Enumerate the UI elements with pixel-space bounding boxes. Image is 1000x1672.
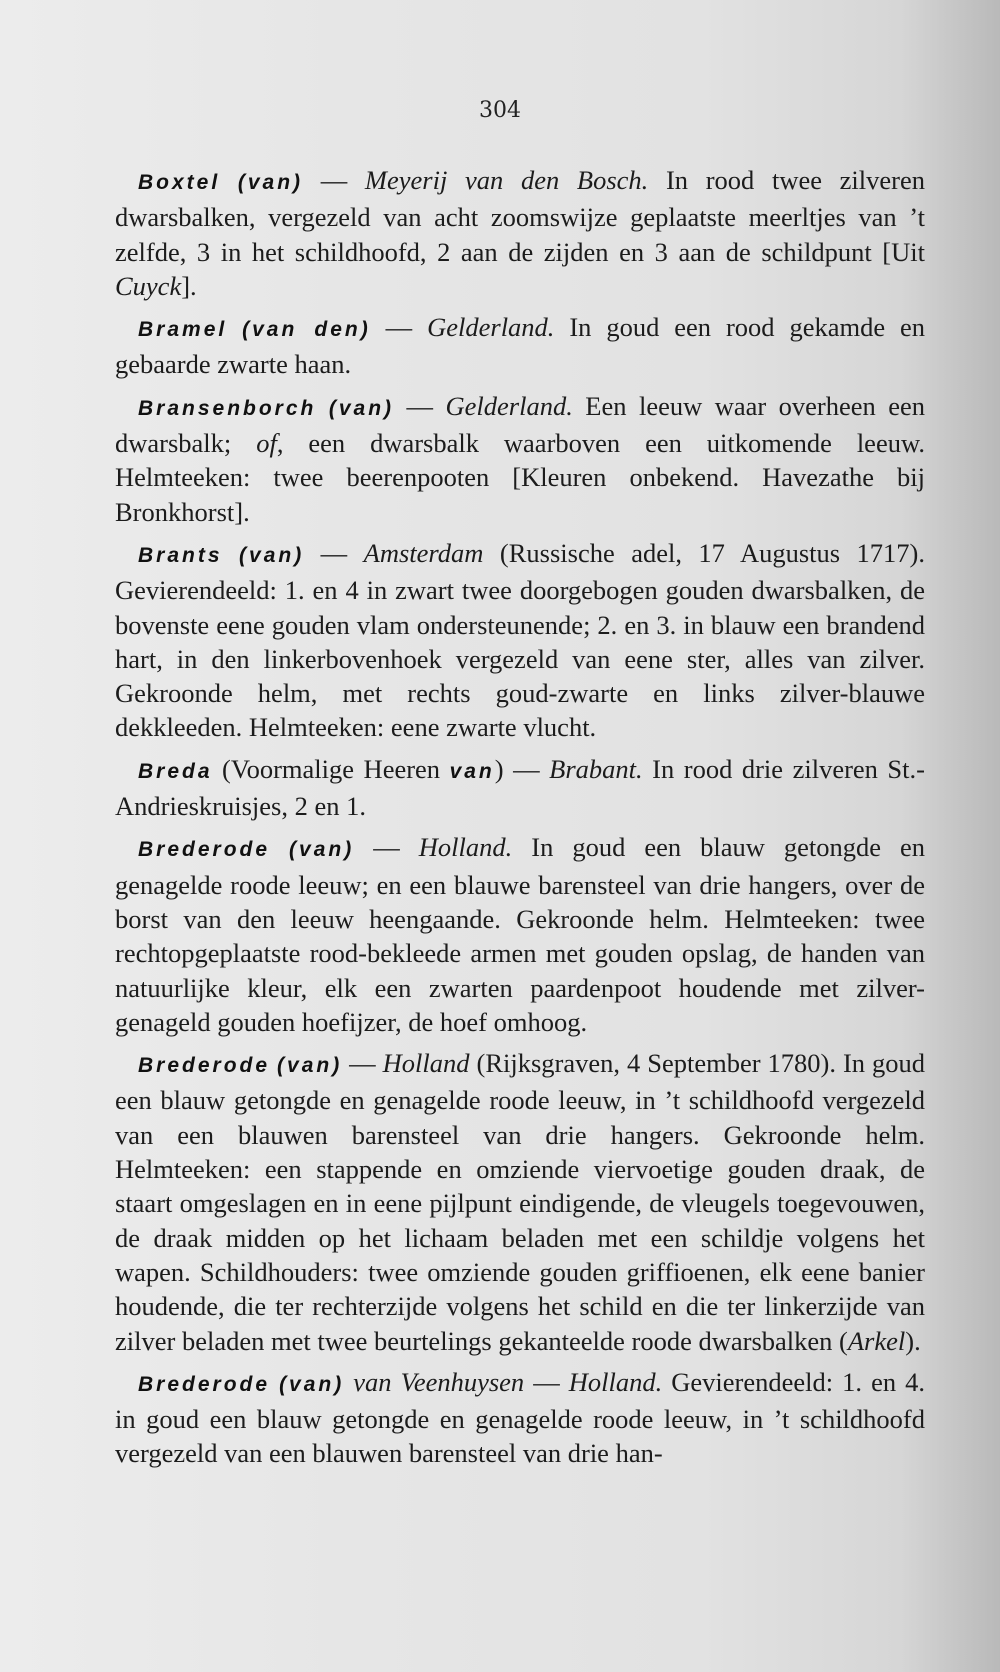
entry-brederode-2: Brederode (van) — Holland (Rijksgraven, 4 September 1780). In goud een blauw getongde en genagelde roode leeuw, in ’t schildhoofd vergezeld van een blauwen barensteel van drie hangers. Gekroonde helm. Helmteeken: een stappende en omziende viervoetige gouden draak, de staart omgeslagen en in eene pijlpunt eindigende, de vleugels toegevouwen, de draak midden op het lichaam beladen met een schildje volgens het wapen. Schildhouders: twee omziende gouden griffioenen, elk eene banier houdende, die ter rechterzijde volgens het schild en die ter linkerzijde van zilver beladen met twee beurtelings gekanteelde roode dwarsbalken (Arkel). bbox=[115, 1048, 925, 1356]
entry-brants: Brants (van) — Amsterdam (Russische adel, 17 Augustus 1717). Gevierendeeld: 1. en 4 in zwart twee doorgebogen gouden dwarsbalken, de bovenste eene gouden vlam ondersteunende; 2. en 3. in blauw een brandend hart, in den linkerbovenhoek vergezeld van eene ster, alles van zilver. Gekroonde helm, met rechts goud-zwarte en links zilver-blauwe dekkleeden. Helmteeken: eene zwarte vlucht. bbox=[115, 537, 926, 743]
entry-name: Brants bbox=[138, 543, 223, 567]
entry-text: In goud een blauw getongde en genagelde roode leeuw; en een blauwe barensteel van drie hangers, over de borst van den leeuw heengaande. Gekroonde helm. Helmteeken: twee rechtopgeplaatste rood-bekleede armen met gouden opslag, de handen van natuurlijke kleur, elk een zwarten paardenpoot houdende met zilver-genageld gouden hoefijzer, de hoef omhoog. bbox=[115, 832, 926, 1037]
entry-text: In rood drie zilveren St.-Andrieskruisjes, 2 en 1. bbox=[115, 753, 925, 822]
entry-bramel: Bramel (van den) — Gelderland. In goud een rood gekamde en gebaarde zwarte haan. bbox=[115, 312, 926, 380]
text-body bbox=[115, 163, 925, 1471]
entry-region: Meyerij van den Bosch. bbox=[364, 165, 649, 195]
entry-particle: (van) bbox=[279, 1372, 345, 1396]
entry-text: Een leeuw waar overheen een dwarsbalk; bbox=[115, 390, 926, 459]
entry-name: Brederode bbox=[138, 1054, 271, 1078]
entry-particle: van bbox=[449, 759, 495, 783]
entry-particle: (van) bbox=[277, 1054, 343, 1078]
entry-name: Bransenborch bbox=[138, 396, 317, 420]
entry-name: Breda bbox=[138, 759, 213, 783]
entry-text: (Rijksgraven, 4 September 1780). In goud een blauw getongde en genagelde roode leeuw, in ’t schildhoofd vergezeld van een blauwen barensteel van drie hangers. Gekroonde helm. Helmteeken: een stappende en omziende viervoetige gouden draak, de staart omgeslagen en in eene pijlpunt eindigende, de vleugels toegevouwen, de draak midden op het lichaam beladen met een schildje volgens het wapen. Schildhouders: twee omziende gouden griffioenen, elk eene banier houdende, die ter rechterzijde volgens het schild en die ter linkerzijde van zilver beladen met twee beurtelings gekanteelde roode dwarsbalken ( bbox=[115, 1048, 925, 1356]
entry-particle: (van) bbox=[237, 171, 304, 194]
entry-region: Amsterdam bbox=[363, 537, 484, 568]
entry-particle: (van) bbox=[239, 543, 305, 567]
entry-name: Brederode bbox=[138, 1372, 271, 1396]
entry-region: Holland bbox=[382, 1048, 470, 1079]
entry-brederode-3: Brederode (van) van Veenhuysen — Holland. Gevierendeeld: 1. en 4. in goud een blauw getongde en genagelde roode leeuw, in ’t schildhoofd vergezeld van een blauwen barensteel van drie han- bbox=[115, 1366, 925, 1469]
entry-text: In goud een rood gekamde en gebaarde zwarte haan. bbox=[115, 312, 926, 380]
entry-particle: (van) bbox=[289, 838, 355, 862]
entry-region: Brabant. bbox=[549, 753, 643, 784]
entry-region: Gelderland. bbox=[427, 312, 555, 343]
entry-text: In rood twee zilveren dwarsbalken, vergezeld van acht zoomswijze geplaatste meerltjes van ’t zelfde, 3 in het schildhoofd, 2 aan de zijden en 3 aan de schildpunt [Uit bbox=[115, 165, 926, 267]
entry-brederode-1: Brederode (van) — Holland. In goud een blauw getongde en genagelde roode leeuw; en een blauwe barensteel van drie hangers, over de borst van den leeuw heengaande. Gekroonde helm. Helmteeken: twee rechtopgeplaatste rood-bekleede armen met gouden opslag, de handen van natuurlijke kleur, elk een zwarten paardenpoot houdende met zilver-genageld gouden hoefijzer, de hoef omhoog. bbox=[115, 832, 926, 1037]
entry-particle: (van) bbox=[328, 396, 395, 420]
entry-text: (Russische adel, 17 Augustus 1717). Gevierendeeld: 1. en 4 in zwart twee doorgebogen gouden dwarsbalken, de bovenste eene gouden vlam ondersteunende; 2. en 3. in blauw een brandend hart, in den linkerbovenhoek vergezeld van eene ster, alles van zilver. Gekroonde helm, met rechts goud-zwarte en links zilver-blauwe dekkleeden. Helmteeken: eene zwarte vlucht. bbox=[115, 537, 926, 743]
entry-bransenborch: Bransenborch (van) — Gelderland. Een leeuw waar overheen een dwarsbalk; of, een dwarsbalk waarboven een uitkomende leeuw. Helmteeken: twee beerenpooten [Kleuren onbekend. Havezathe bij Bronkhorst]. bbox=[115, 390, 926, 527]
entry-region: Holland. bbox=[418, 832, 513, 863]
entry-text: Gevierendeeld: 1. en 4. in goud een blauw getongde en genagelde roode leeuw, in ’t schildhoofd vergezeld van een blauwen barensteel van drie han- bbox=[115, 1366, 925, 1469]
entry-region: Gelderland. bbox=[445, 390, 573, 421]
entry-name: Boxtel bbox=[138, 171, 221, 194]
entry-name: Bramel bbox=[138, 318, 228, 342]
entry-particle: (van den) bbox=[242, 318, 371, 342]
entry-name: Brederode bbox=[138, 838, 271, 862]
entry-breda: Breda (Voormalige Heeren van) — Brabant. In rood drie zilveren St.-Andrieskruisjes, 2 en 1. bbox=[115, 753, 925, 822]
entry-boxtel: Boxtel (van) — Meyerij van den Bosch. In rood twee zilveren dwarsbalken, vergezeld van acht zoomswijze geplaatste meerltjes van ’t zelfde, 3 in het schildhoofd, 2 aan de zijden en 3 aan de schildpunt [Uit Cuyck]. bbox=[115, 165, 926, 301]
page-number: 304 bbox=[479, 98, 521, 123]
entry-region: Holland. bbox=[568, 1366, 663, 1397]
